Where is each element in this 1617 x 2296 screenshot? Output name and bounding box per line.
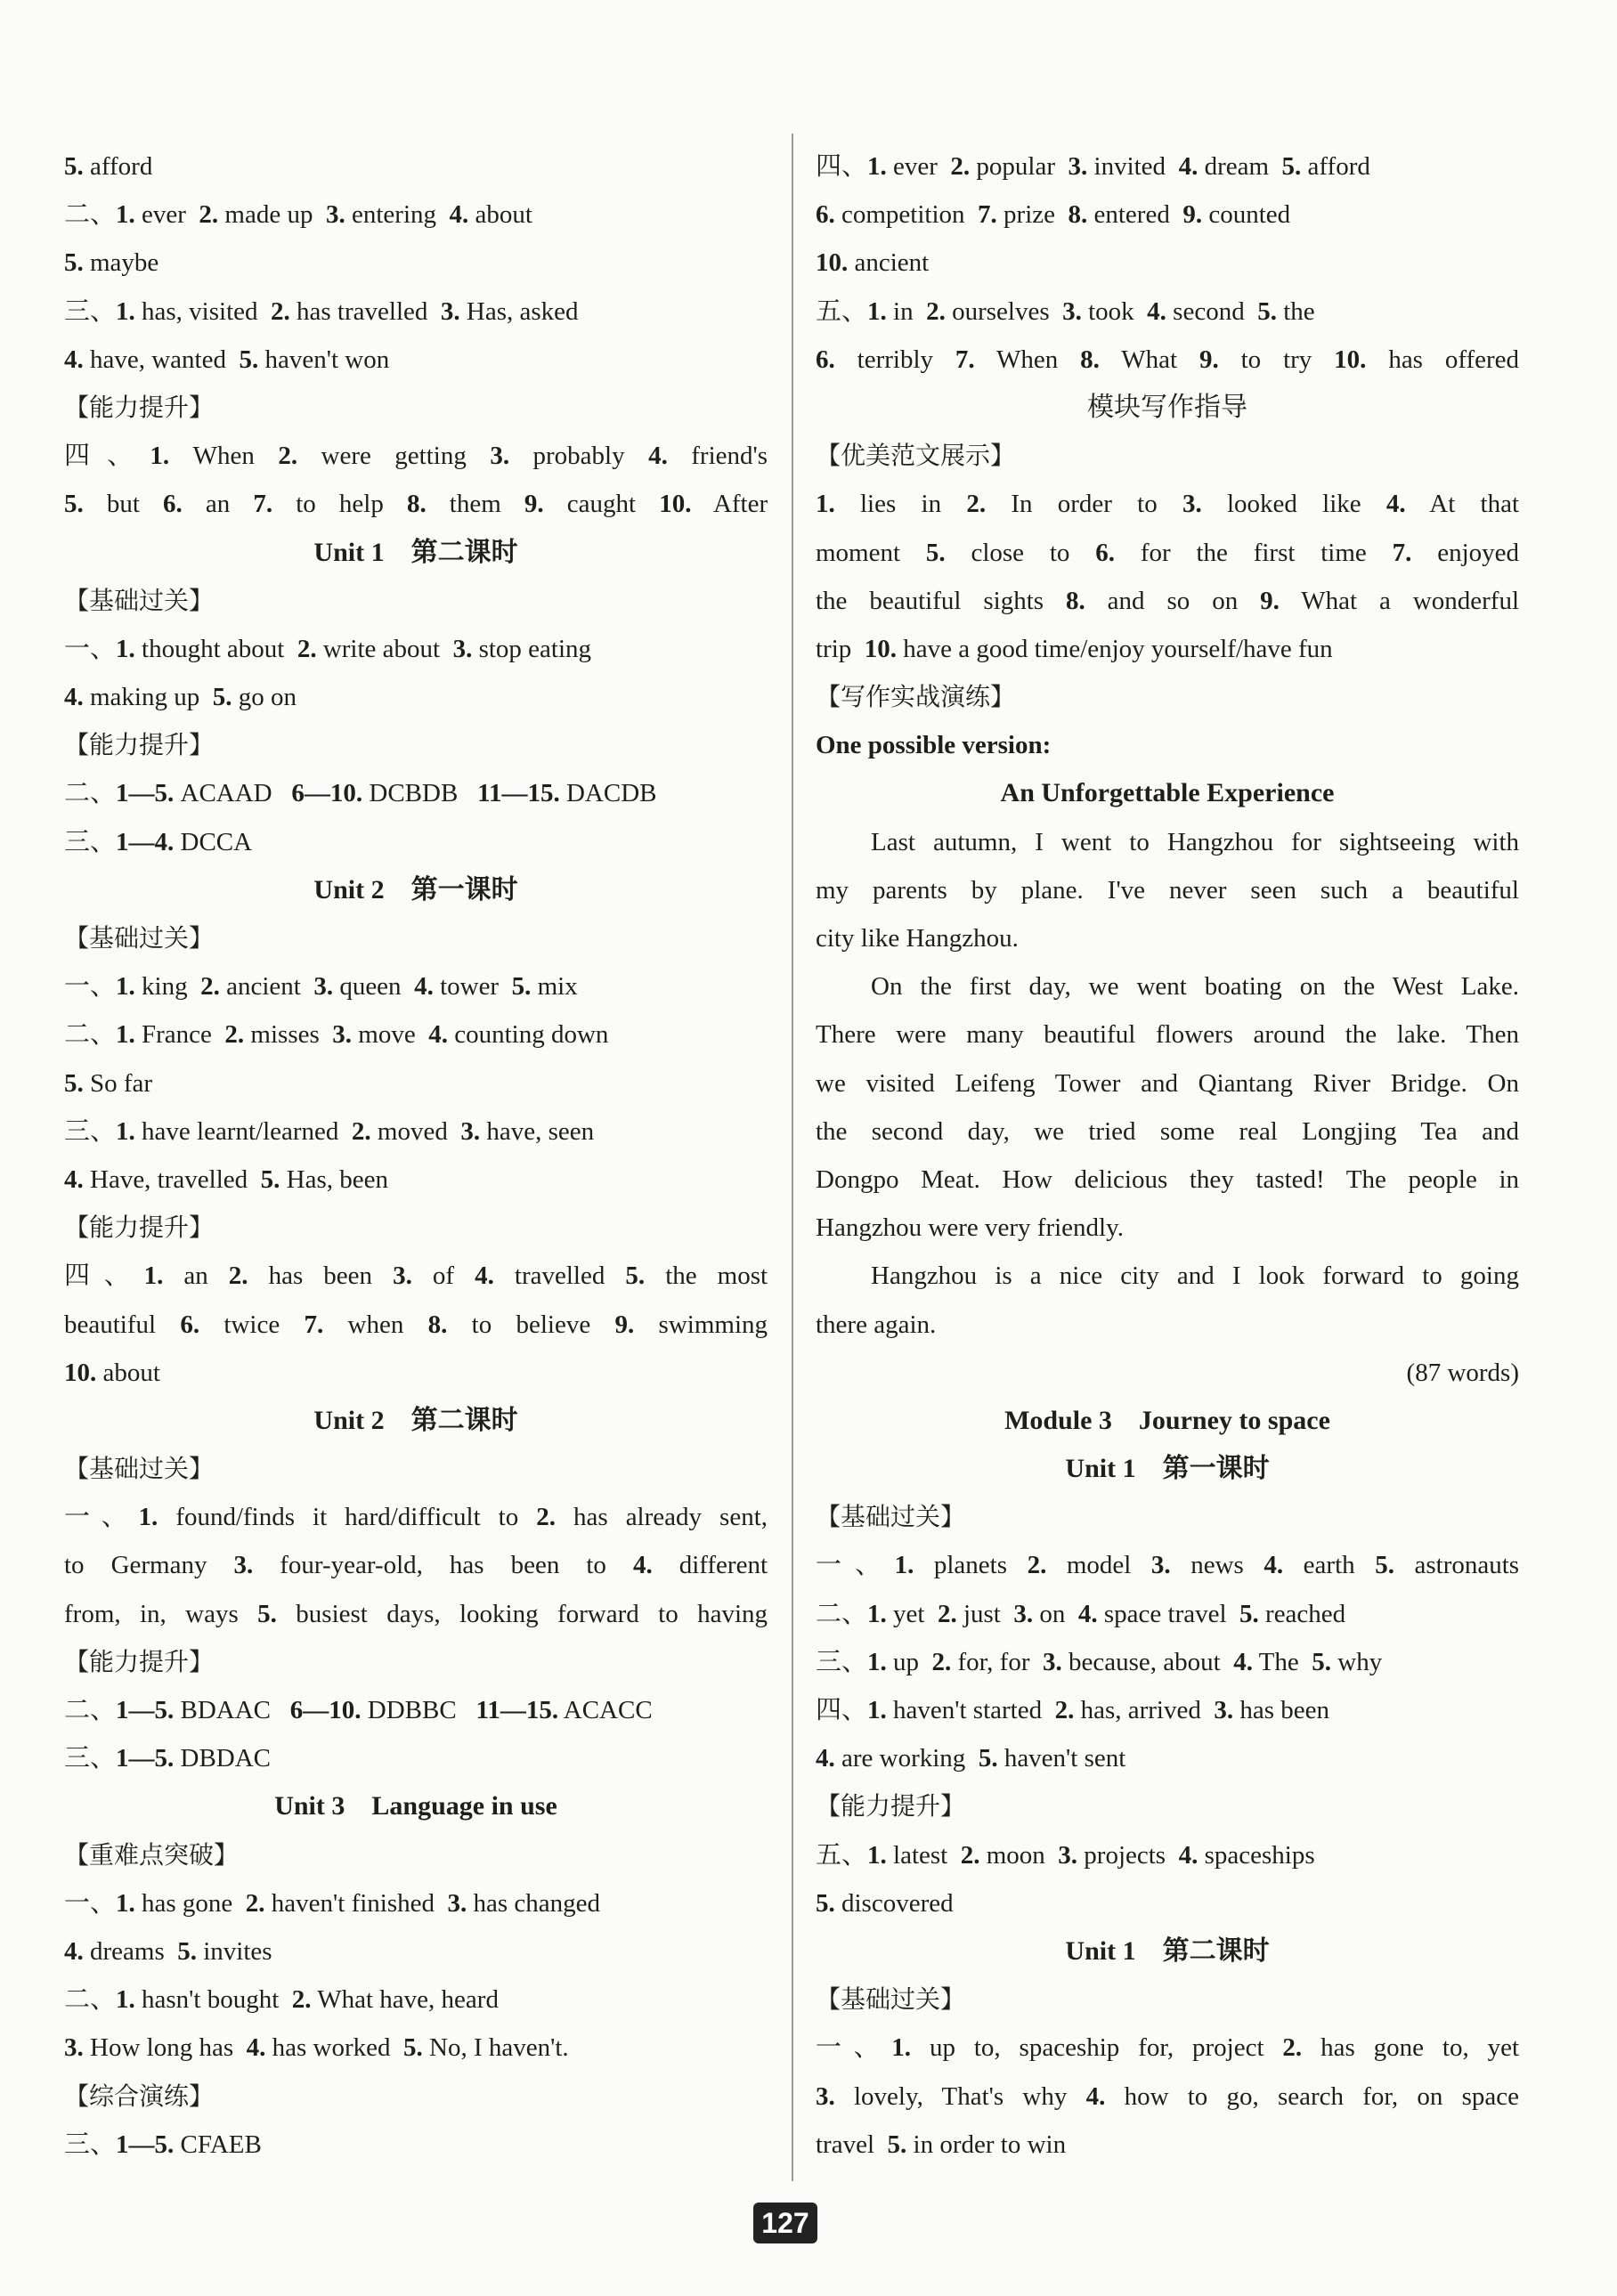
unit-title: Unit 1 第二课时 (313, 537, 518, 567)
section-header: 【优美范文展示】 (816, 441, 1016, 471)
unit-title: Unit 2 第二课时 (313, 1405, 518, 1435)
answer-line: 4. are working 5. haven't sent (816, 1744, 1126, 1773)
answer-line: 3. lovely, That's why 4. how to go, search for, on space (816, 2081, 1520, 2111)
answer-line: 二、1—5. ACAAD 6—10. DCBDB 11—15. DACDB (64, 779, 657, 808)
essay-line: There were many beautiful flowers around the lake. Then (816, 1020, 1519, 1050)
right-column (816, 142, 1519, 2169)
answer-line: 三、1—5. DBDAC (64, 1744, 272, 1773)
answer-line: 10. about (64, 1358, 160, 1387)
version-label: One possible version: (816, 731, 1052, 760)
answer-line: 5. afford (64, 152, 153, 181)
unit-title: Unit 1 第二课时 (1065, 1935, 1270, 1966)
answer-line: 4. dreams 5. invites (64, 1936, 272, 1966)
unit-title: Unit 2 第一课时 (313, 874, 518, 905)
answer-line: 五、1. latest 2. moon 3. projects 4. spaceships (816, 1840, 1315, 1870)
section-title: 模块写作指导 (1087, 391, 1247, 423)
answer-line: 三、1. has, visited 2. has travelled 3. Has, asked (64, 296, 579, 326)
section-header: 【基础过关】 (64, 585, 215, 615)
answer-line: 二、1. ever 2. made up 3. entering 4. about (64, 200, 532, 230)
essay-line: the second day, we tried some real Longjing Tea and (816, 1116, 1519, 1146)
answer-line: 3. How long has 4. has worked 5. No, I haven't. (64, 2033, 569, 2063)
answer-line: 5. but 6. an 7. to help 8. them 9. caught 10. After (64, 490, 768, 519)
answer-line: from, in, ways 5. busiest days, looking forward to having (64, 1599, 768, 1628)
answer-line: the beautiful sights 8. and so on 9. What a wonderful (816, 586, 1520, 615)
essay-line: Dongpo Meat. How delicious they tasted! The people in (816, 1164, 1519, 1194)
answer-line: 一、1. planets 2. model 3. news 4. earth 5. astronauts (816, 1551, 1520, 1580)
answer-line: 4. Have, travelled 5. Has, been (64, 1164, 388, 1194)
answer-line: 一、1. has gone 2. haven't finished 3. has changed (64, 1888, 601, 1918)
answer-line: 10. ancient (816, 248, 930, 278)
answer-line: 一、1. thought about 2. write about 3. stop eating (64, 634, 592, 663)
answer-line: 5. So far (64, 1068, 153, 1098)
answer-line: 二、1. yet 2. just 3. on 4. space travel 5. reached (816, 1599, 1346, 1628)
page-number: 127 (753, 2203, 817, 2243)
answer-line: 6. terribly 7. When 8. What 9. to try 10. has offered (816, 345, 1520, 374)
answer-line: beautiful 6. twice 7. when 8. to believe 9. swimming (64, 1310, 768, 1339)
answer-line: 四、1. haven't started 2. has, arrived 3. has been (816, 1696, 1330, 1724)
answer-line: 4. making up 5. go on (64, 683, 297, 712)
essay-line: Last autumn, I went to Hangzhou for sightseeing with (871, 827, 1519, 856)
answer-line: 6. competition 7. prize 8. entered 9. counted (816, 200, 1291, 230)
section-header: 【能力提升】 (64, 1646, 215, 1676)
section-header: 【重难点突破】 (64, 1839, 240, 1870)
section-header: 【综合演练】 (64, 2081, 215, 2111)
essay-line: On the first day, we went boating on the West Lake. (871, 972, 1519, 1002)
answer-line: 三、1—5. CFAEB (64, 2130, 262, 2159)
answer-line: 一、1. king 2. ancient 3. queen 4. tower 5. mix (64, 972, 578, 1002)
answer-line: trip 10. have a good time/enjoy yourself/have fun (816, 634, 1333, 663)
answer-line: 五、1. in 2. ourselves 3. took 4. second 5. the (816, 296, 1315, 326)
answer-line: 1. lies in 2. In order to 3. looked like 4. At that (816, 490, 1520, 519)
section-header: 【写作实战演练】 (816, 682, 1016, 712)
unit-title: Unit 1 第一课时 (1065, 1454, 1270, 1484)
essay-line: my parents by plane. I've never seen such a beautiful (816, 875, 1519, 905)
essay-line: Hangzhou is a nice city and I look forward to going (871, 1262, 1519, 1291)
answer-line: 5. maybe (64, 248, 159, 278)
module-title: Module 3 Journey to space (1004, 1405, 1330, 1435)
answer-line: 四、1. When 2. were getting 3. probably 4. friend's (64, 442, 768, 471)
section-header: 【基础过关】 (64, 923, 215, 953)
column-divider (792, 134, 793, 2181)
answer-line: 二、1—5. BDAAC 6—10. DDBBC 11—15. ACACC (64, 1696, 653, 1724)
essay-line: there again. (816, 1310, 937, 1339)
section-header: 【能力提升】 (64, 730, 215, 760)
section-header: 【基础过关】 (816, 1502, 966, 1532)
section-header: 【基础过关】 (816, 1984, 966, 2015)
answer-line: 5. discovered (816, 1888, 954, 1918)
answer-line: 一、1. up to, spaceship for, project 2. has gone to, yet (816, 2033, 1520, 2063)
essay-title: An Unforgettable Experience (1000, 778, 1335, 808)
answer-line: 一、1. found/finds it hard/difficult to 2. has already sent, (64, 1503, 768, 1532)
answer-line: 三、1. up 2. for, for 3. because, about 4. The 5. why (816, 1647, 1383, 1676)
answer-line: 4. have, wanted 5. haven't won (64, 345, 390, 374)
essay-line: we visited Leifeng Tower and Qiantang River Bridge. On (816, 1068, 1519, 1098)
essay-line: Hangzhou were very friendly. (816, 1213, 1124, 1243)
answer-line: 四、1. an 2. has been 3. of 4. travelled 5. the most (64, 1262, 768, 1291)
answer-line: 二、1. France 2. misses 3. move 4. counting down (64, 1020, 609, 1050)
answer-line: travel 5. in order to win (816, 2130, 1067, 2159)
section-header: 【能力提升】 (64, 1213, 215, 1243)
answer-line: 三、1. have learnt/learned 2. moved 3. have, seen (64, 1116, 595, 1146)
answer-line: moment 5. close to 6. for the first time 7. enjoyed (816, 538, 1520, 567)
section-header: 【基础过关】 (64, 1454, 215, 1484)
answer-line: 四、1. ever 2. popular 3. invited 4. dream 5. afford (816, 152, 1370, 181)
word-count: (87 words) (1406, 1358, 1519, 1387)
section-header: 【能力提升】 (816, 1791, 966, 1821)
section-header: 【能力提升】 (64, 392, 215, 422)
answer-line: 二、1. hasn't bought 2. What have, heard (64, 1985, 499, 2015)
answer-line: to Germany 3. four-year-old, has been to 4. different (64, 1551, 768, 1580)
unit-title: Unit 3 Language in use (274, 1791, 557, 1821)
answer-line: 三、1—4. DCCA (64, 827, 253, 856)
left-column (64, 142, 768, 2169)
essay-line: city like Hangzhou. (816, 924, 1019, 953)
